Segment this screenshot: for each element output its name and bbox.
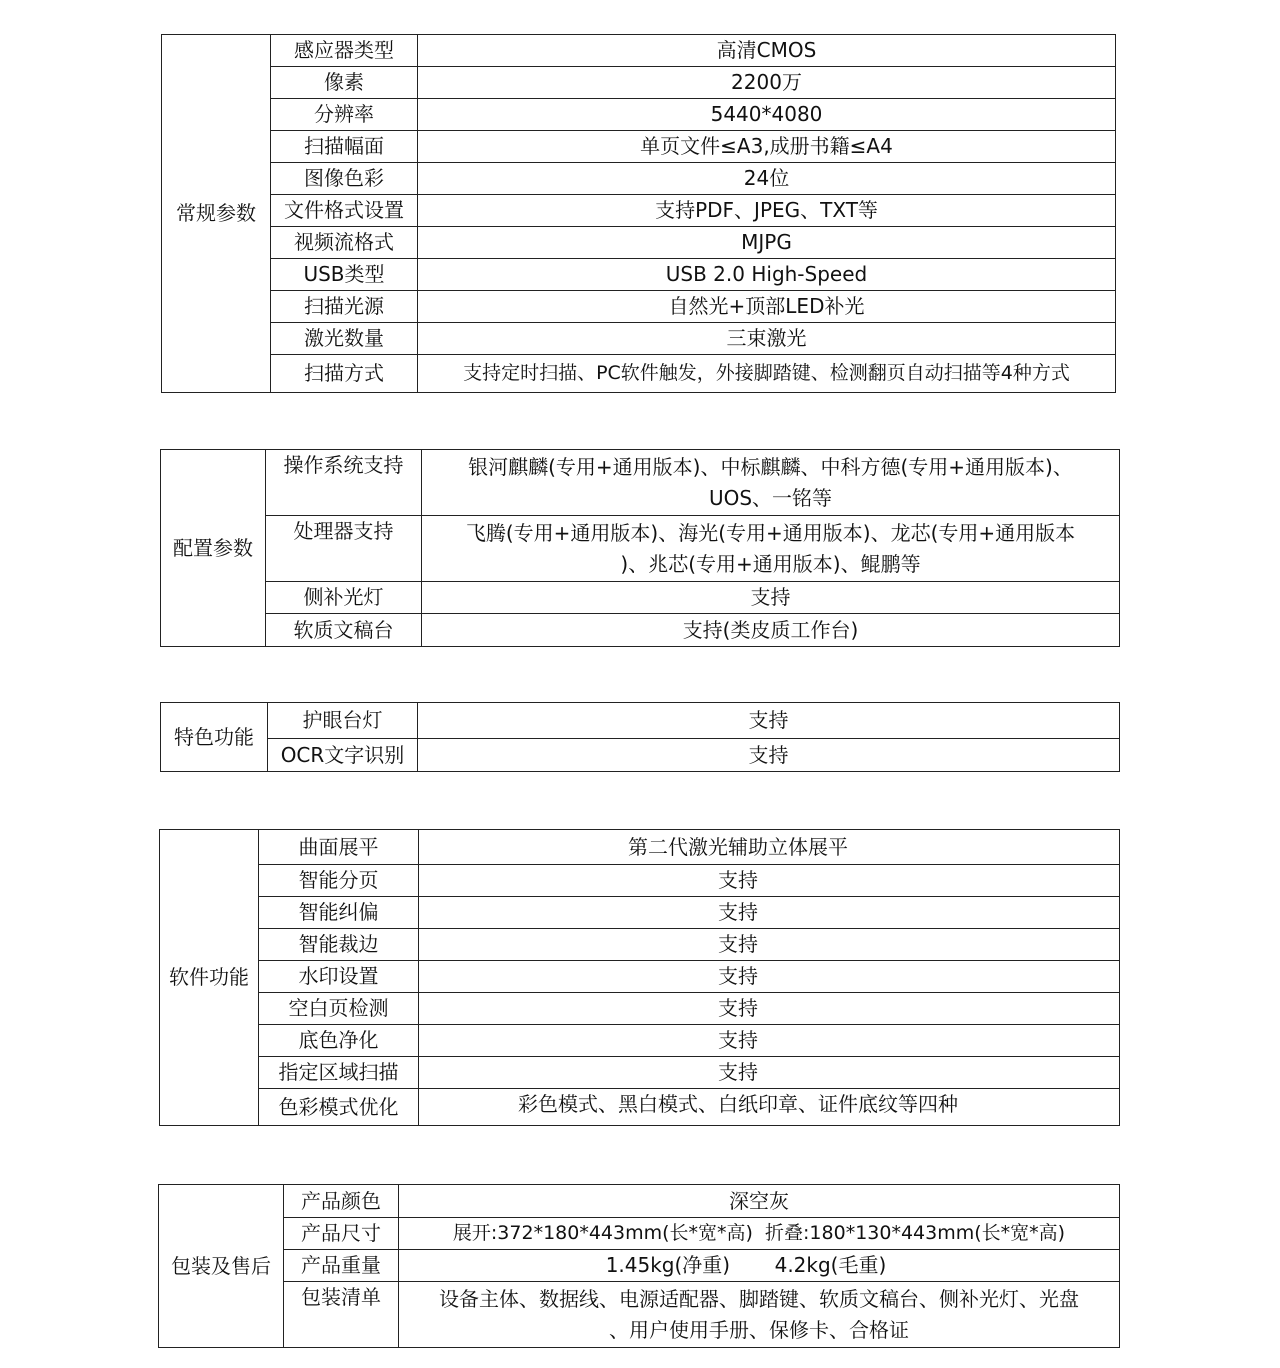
param-label: 水印设置 bbox=[259, 961, 419, 993]
spec-table-software bbox=[159, 829, 1120, 1126]
table-row bbox=[160, 865, 1120, 897]
category-cell: 特色功能 bbox=[161, 703, 268, 772]
param-label: 智能分页 bbox=[259, 865, 419, 897]
table-row bbox=[160, 961, 1120, 993]
param-value: 5440*4080 bbox=[418, 99, 1116, 131]
param-label: 指定区域扫描 bbox=[259, 1057, 419, 1089]
param-value-line: 设备主体、数据线、电源适配器、脚踏键、软质文稿台、侧补光灯、光盘 bbox=[439, 1286, 1079, 1311]
param-label: 智能纠偏 bbox=[259, 897, 419, 929]
spec-table-features bbox=[160, 702, 1120, 772]
param-value-line: )、兆芯(专用+通用版本)、鲲鹏等 bbox=[620, 551, 921, 576]
table-row bbox=[161, 582, 1120, 614]
param-label: 底色净化 bbox=[259, 1025, 419, 1057]
param-value: 24位 bbox=[418, 163, 1116, 195]
param-label: 感应器类型 bbox=[271, 35, 418, 67]
param-value-line: 银河麒麟(专用+通用版本)、中标麒麟、中科方德(专用+通用版本)、 bbox=[468, 454, 1073, 479]
param-value: 单页文件≤A3,成册书籍≤A4 bbox=[418, 131, 1116, 163]
table-row bbox=[160, 897, 1120, 929]
param-label: 扫描幅面 bbox=[271, 131, 418, 163]
table-row bbox=[159, 1250, 1120, 1282]
table-row bbox=[162, 355, 1116, 393]
param-label: 产品重量 bbox=[284, 1250, 399, 1282]
param-value: 支持 bbox=[419, 865, 1120, 897]
param-value: 支持 bbox=[419, 1025, 1120, 1057]
param-value: 自然光+顶部LED补光 bbox=[418, 291, 1116, 323]
param-label: 侧补光灯 bbox=[266, 582, 422, 614]
spec-table-config bbox=[160, 449, 1120, 647]
table-row bbox=[162, 195, 1116, 227]
param-value bbox=[422, 450, 1120, 516]
param-value: 支持PDF、JPEG、TXT等 bbox=[418, 195, 1116, 227]
spec-table-general bbox=[161, 34, 1116, 393]
table-row bbox=[161, 614, 1120, 647]
table-row bbox=[161, 703, 1120, 739]
param-value: 2200万 bbox=[418, 67, 1116, 99]
table-row bbox=[159, 1185, 1120, 1218]
param-value: 支持 bbox=[418, 739, 1120, 772]
table-row bbox=[162, 323, 1116, 355]
param-label: 视频流格式 bbox=[271, 227, 418, 259]
param-label: 图像色彩 bbox=[271, 163, 418, 195]
table-row bbox=[162, 291, 1116, 323]
param-value: 1.45kg(净重) 4.2kg(毛重) bbox=[399, 1250, 1120, 1282]
table-row bbox=[160, 1089, 1120, 1126]
param-label: 色彩模式优化 bbox=[259, 1089, 419, 1126]
table-row bbox=[162, 99, 1116, 131]
param-value: 彩色模式、黑白模式、白纸印章、证件底纹等四种 bbox=[419, 1089, 1120, 1126]
param-value bbox=[399, 1282, 1120, 1348]
param-label: 产品尺寸 bbox=[284, 1218, 399, 1250]
param-value: 支持 bbox=[422, 582, 1120, 614]
table-row bbox=[160, 830, 1120, 865]
param-value-line: 、用户使用手册、保修卡、合格证 bbox=[609, 1317, 909, 1342]
param-label: 护眼台灯 bbox=[268, 703, 418, 739]
param-value: 第二代激光辅助立体展平 bbox=[419, 830, 1120, 865]
category-cell: 常规参数 bbox=[162, 35, 271, 393]
param-value: 深空灰 bbox=[399, 1185, 1120, 1218]
param-value: 支持(类皮质工作台) bbox=[422, 614, 1120, 647]
spec-table-packaging bbox=[158, 1184, 1120, 1348]
table-row bbox=[160, 1025, 1120, 1057]
param-value: 支持 bbox=[419, 929, 1120, 961]
param-label: 文件格式设置 bbox=[271, 195, 418, 227]
table-row bbox=[160, 993, 1120, 1025]
category-cell: 配置参数 bbox=[161, 450, 266, 647]
param-label: OCR文字识别 bbox=[268, 739, 418, 772]
param-label: 包装清单 bbox=[284, 1282, 399, 1348]
param-value: 支持 bbox=[419, 961, 1120, 993]
param-label: 空白页检测 bbox=[259, 993, 419, 1025]
param-value: 支持 bbox=[419, 993, 1120, 1025]
param-label: 像素 bbox=[271, 67, 418, 99]
table-row bbox=[159, 1282, 1120, 1348]
table-row bbox=[162, 131, 1116, 163]
table-row bbox=[161, 450, 1120, 516]
table-row bbox=[162, 67, 1116, 99]
param-value: 高清CMOS bbox=[418, 35, 1116, 67]
param-value: 展开:372*180*443mm(长*宽*高) 折叠:180*130*443mm(长*宽*高) bbox=[399, 1218, 1120, 1250]
table-row bbox=[161, 739, 1120, 772]
param-label: 激光数量 bbox=[271, 323, 418, 355]
param-value-line: 飞腾(专用+通用版本)、海光(专用+通用版本)、龙芯(专用+通用版本 bbox=[465, 520, 1076, 545]
param-value: 支持定时扫描、PC软件触发，外接脚踏键、检测翻页自动扫描等4种方式 bbox=[418, 355, 1116, 393]
param-value bbox=[422, 516, 1120, 582]
param-label: 扫描光源 bbox=[271, 291, 418, 323]
table-row bbox=[160, 1057, 1120, 1089]
param-label: 智能裁边 bbox=[259, 929, 419, 961]
param-value: MJPG bbox=[418, 227, 1116, 259]
param-label: 产品颜色 bbox=[284, 1185, 399, 1218]
table-row bbox=[161, 516, 1120, 582]
table-row bbox=[162, 163, 1116, 195]
param-label: 软质文稿台 bbox=[266, 614, 422, 647]
param-label: 分辨率 bbox=[271, 99, 418, 131]
param-value: 支持 bbox=[419, 1057, 1120, 1089]
param-value: 三束激光 bbox=[418, 323, 1116, 355]
param-label: 扫描方式 bbox=[271, 355, 418, 393]
param-value: 支持 bbox=[418, 703, 1120, 739]
param-label: 处理器支持 bbox=[266, 516, 422, 582]
table-row bbox=[162, 35, 1116, 67]
table-row bbox=[160, 929, 1120, 961]
param-label: 操作系统支持 bbox=[266, 450, 422, 516]
category-cell: 软件功能 bbox=[160, 830, 259, 1126]
param-label: 曲面展平 bbox=[259, 830, 419, 865]
param-label: USB类型 bbox=[271, 259, 418, 291]
category-cell: 包装及售后 bbox=[159, 1185, 284, 1348]
table-row bbox=[159, 1218, 1120, 1250]
table-row bbox=[162, 227, 1116, 259]
param-value: USB 2.0 High-Speed bbox=[418, 259, 1116, 291]
table-row bbox=[162, 259, 1116, 291]
param-value: 支持 bbox=[419, 897, 1120, 929]
param-value-line: UOS、一铭等 bbox=[708, 485, 833, 510]
